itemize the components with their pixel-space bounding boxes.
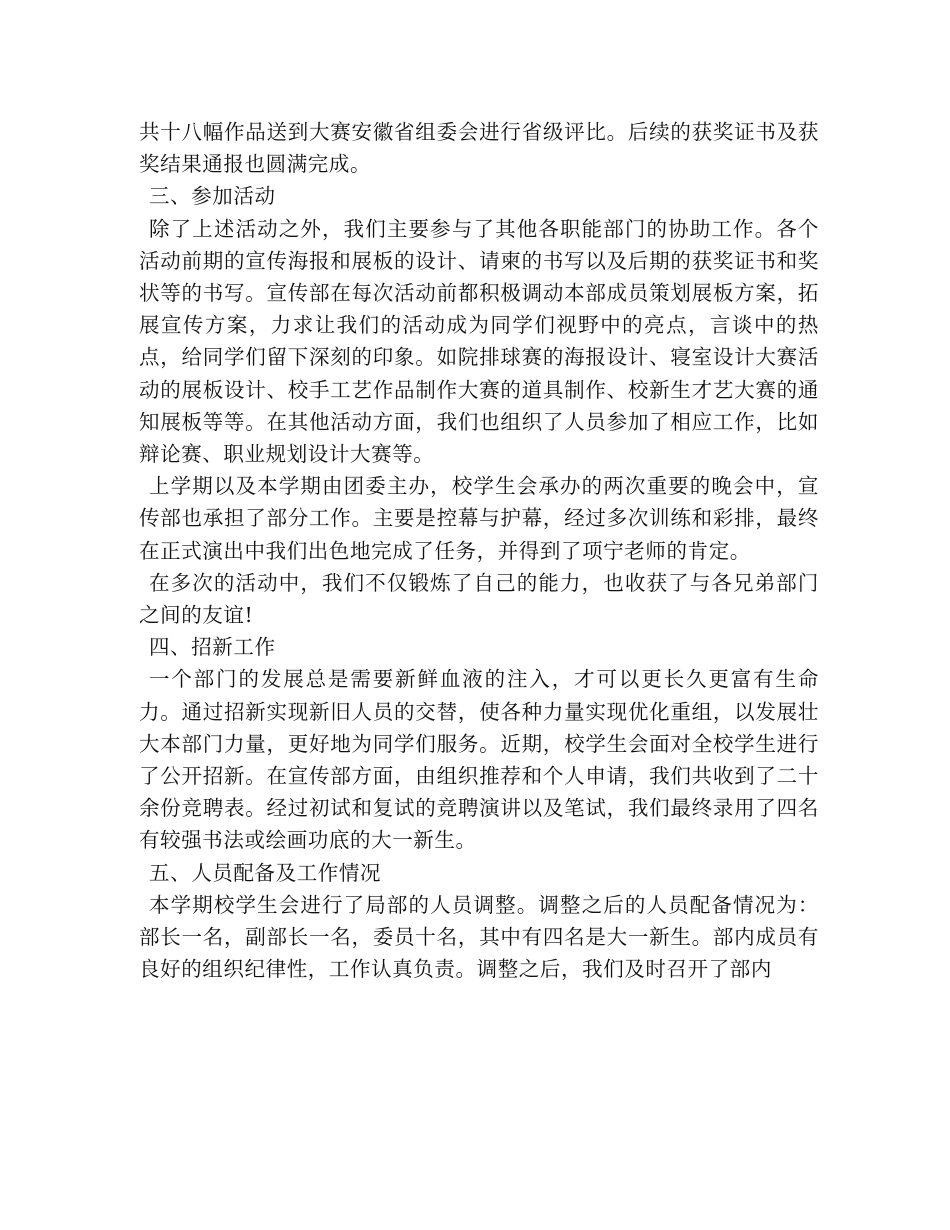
paragraph-activities: 除了上述活动之外，我们主要参与了其他各职能部门的协助工作。各个活动前期的宣传海报和展板的设计、请柬的书写以及后期的获奖证书和奖状等的书写。宣传部在每次活动前都积极调动本部成员策划展板方案，拓展宣传方案，力求让我们的活动成为同学们视野中的亮点，言谈中的热点，给同学们留下深刻的印象。如院排球赛的海报设计、寝室设计大赛活动的展板设计、校手工艺作品制作大赛的道具制作、校新生才艺大赛的通知展板等等。在其他活动方面，我们也组织了人员参加了相应工作，比如辩论赛、职业规划设计大赛等。 — [139, 216, 819, 467]
section-heading-activities: 三、参加活动 — [149, 184, 276, 209]
section-heading-recruitment: 四、招新工作 — [149, 635, 276, 660]
paragraph-continuation: 共十八幅作品送到大赛安徽省组委会进行省级评比。后续的获奖证书及获奖结果通报也圆满完成。 — [139, 120, 819, 177]
section-heading-staffing: 五、人员配备及工作情况 — [149, 860, 382, 885]
paragraph-recruitment: 一个部门的发展总是需要新鲜血液的注入，才可以更长久更富有生命力。通过招新实现新旧人员的交替，使各种力量实现优化重组，以发展壮大本部门力量，更好地为同学们服务。近期，校学生会面对全校学生进行了公开招新。在宣传部方面，由组织推荐和个人申请，我们共收到了二十余份竞聘表。经过初试和复试的竞聘演讲以及笔试，我们最终录用了四名有较强书法或绘画功底的大一新生。 — [139, 667, 819, 853]
paragraph-evening-gala: 上学期以及本学期由团委主办，校学生会承办的两次重要的晚会中，宣传部也承担了部分工作。主要是控幕与护幕，经过多次训练和彩排，最终在正式演出中我们出色地完成了任务，并得到了项宁老师的肯定。 — [139, 474, 819, 563]
paragraph-staffing: 本学期校学生会进行了局部的人员调整。调整之后的人员配备情况为：部长一名，副部长一名，委员十名，其中有四名是大一新生。部内成员有良好的组织纪律性，工作认真负责。调整之后，我们及时召开了部内 — [139, 892, 819, 982]
document-body — [139, 116, 819, 985]
paragraph-friendship: 在多次的活动中，我们不仅锻炼了自己的能力，也收获了与各兄弟部门之间的友谊! — [139, 570, 819, 628]
